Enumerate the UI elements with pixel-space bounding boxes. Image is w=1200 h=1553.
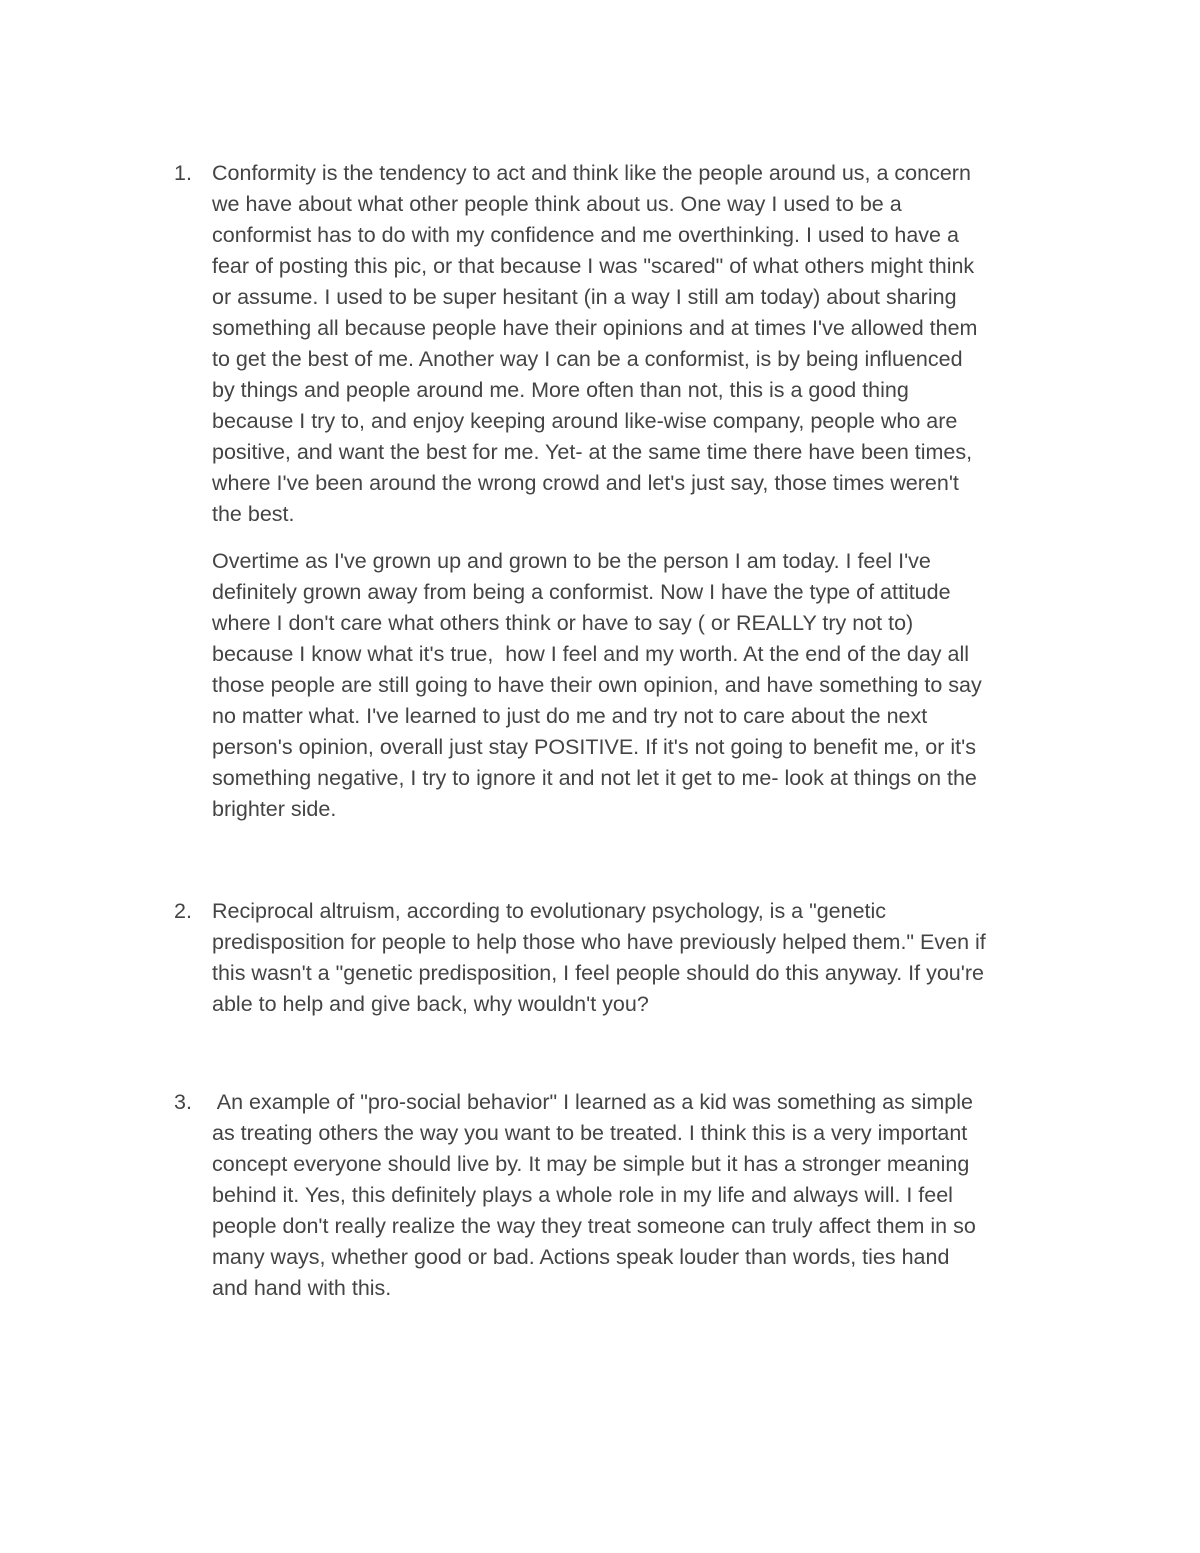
text-line: conformist has to do with my confidence and me overthinking. I used to have a [212,223,959,247]
text-line: fear of posting this pic, or that because I was "scared" of what others might think [212,254,975,278]
list-number: 3. [174,1090,192,1114]
text-line: many ways, whether good or bad. Actions speak louder than words, ties hand [212,1245,950,1269]
text-line: because I try to, and enjoy keeping around like-wise company, people who are [212,409,958,433]
paragraph [212,546,1074,825]
text-line: Conformity is the tendency to act and think like the people around us, a concern [212,161,971,185]
text-line: something all because people have their opinions and at times I've allowed them [212,316,978,340]
list-item-2 [174,896,1074,1020]
text-line: definitely grown away from being a conformist. Now I have the type of attitude [212,580,951,604]
list-item-body [212,896,1074,1020]
text-line: something negative, I try to ignore it and not let it get to me- look at things on the [212,766,977,790]
text-line: we have about what other people think about us. One way I used to be a [212,192,902,216]
text-line: able to help and give back, why wouldn't you? [212,992,649,1016]
text-line: those people are still going to have their own opinion, and have something to say [212,673,982,697]
text-line: person's opinion, overall just stay POSITIVE. If it's not going to benefit me, or it's [212,735,976,759]
text-line: predisposition for people to help those who have previously helped them." Even if [212,930,986,954]
text-line: concept everyone should live by. It may be simple but it has a stronger meaning [212,1152,970,1176]
text-line: this wasn't a "genetic predisposition, I feel people should do this anyway. If you're [212,961,984,985]
list-item-body [212,1087,1074,1304]
text-line: and hand with this. [212,1276,392,1300]
text-line: where I've been around the wrong crowd and let's just say, those times weren't [212,471,959,495]
text-line: where I don't care what others think or have to say ( or REALLY try not to) [212,611,914,635]
paragraph [212,1087,1074,1304]
text-line: people don't really realize the way they treat someone can truly affect them in so [212,1214,976,1238]
text-line: to get the best of me. Another way I can be a conformist, is by being influenced [212,347,963,371]
text-line: An example of "pro-social behavior" I learned as a kid was something as simple [212,1090,973,1114]
text-line: as treating others the way you want to be treated. I think this is a very important [212,1121,968,1145]
text-line: behind it. Yes, this definitely plays a whole role in my life and always will. I feel [212,1183,953,1207]
list-number: 2. [174,899,192,923]
list-number: 1. [174,161,192,185]
text-line: no matter what. I've learned to just do me and try not to care about the next [212,704,928,728]
paragraph [212,896,1074,1020]
text-line: Reciprocal altruism, according to evolutionary psychology, is a "genetic [212,899,887,923]
text-line: because I know what it's true, how I feel and my worth. At the end of the day all [212,642,970,666]
text-line: the best. [212,502,295,526]
text-line: brighter side. [212,797,337,821]
text-line: or assume. I used to be super hesitant (in a way I still am today) about sharing [212,285,957,309]
text-line: by things and people around me. More often than not, this is a good thing [212,378,909,402]
text-line: positive, and want the best for me. Yet- at the same time there have been times, [212,440,973,464]
text-line: Overtime as I've grown up and grown to be the person I am today. I feel I've [212,549,931,573]
list-item-body [212,158,1074,825]
list-item-3 [174,1087,1074,1304]
paragraph [212,158,1074,530]
list-item-1 [174,158,1074,825]
